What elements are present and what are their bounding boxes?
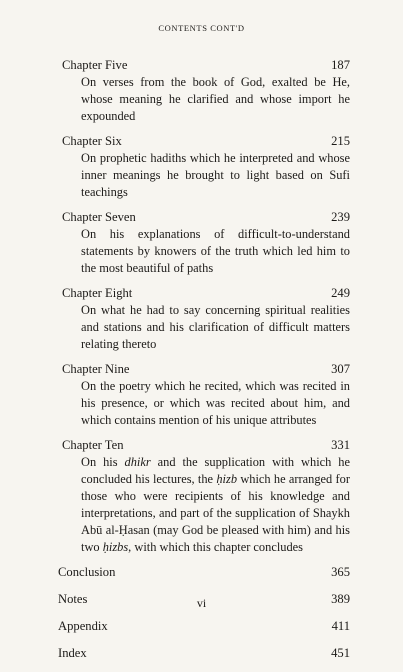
toc-entry-chapter-six [58,133,350,201]
chapter-title: Chapter Seven [62,210,136,224]
page-number: 365 [331,565,350,579]
running-head: CONTENTS CONT'D [158,23,245,33]
section-title: Conclusion [58,565,116,579]
chapter-description: On the poetry which he recited, which was recited in his presence, or which was recited about him, and which contains mention of his unique attributes [81,379,350,427]
section-title: Notes [58,592,88,606]
page-number: 389 [331,592,350,606]
chapter-title: Chapter Nine [62,362,130,376]
chapter-description: On his explanations of difficult-to-understand statements by knowers of the truth which led him to the most beautiful of paths [81,227,350,275]
chapter-description: On prophetic hadiths which he interpreted and whose inner meanings he brought to light based on Sufi teachings [81,151,350,199]
chapter-description: On verses from the book of God, exalted be He, whose meaning he clarified and whose import he expounded [81,75,350,123]
chapter-description: On his dhikr and the supplication with which he concluded his lectures, the ḥizb which he arranged for those who were recipients of his knowledge and interpretations, and part of the supplication of Shaykh Abū al-Ḥasan (may God be pleased with him) and his two ḥizbs, with which this chapter concludes [81,455,350,554]
table-of-contents [58,57,350,672]
chapter-title: Chapter Eight [62,286,133,300]
chapter-title: Chapter Ten [62,438,124,452]
toc-entry-chapter-nine [58,361,350,429]
page-number: 249 [331,286,350,300]
page-number: 307 [331,362,350,376]
page-number: 215 [331,134,350,148]
section-title: Index [58,646,87,660]
chapter-title: Chapter Six [62,134,122,148]
page-number: 187 [331,58,350,72]
toc-entry-appendix [58,618,350,635]
toc-entry-chapter-five [58,57,350,125]
chapter-description: On what he had to say concerning spiritual realities and stations and his clarification of difficult matters relating thereto [81,303,350,351]
toc-entry-conclusion [58,564,350,581]
page-number: 451 [331,646,350,660]
toc-entry-chapter-ten [58,437,350,556]
toc-entry-index [58,645,350,662]
toc-entry-chapter-eight [58,285,350,353]
section-title: Appendix [58,619,108,633]
chapter-title: Chapter Five [62,58,128,72]
page-number: 239 [331,210,350,224]
folio-page-number: vi [196,596,207,610]
page-number: 331 [331,438,350,452]
page-number: 411 [331,619,350,633]
toc-entry-chapter-seven [58,209,350,277]
